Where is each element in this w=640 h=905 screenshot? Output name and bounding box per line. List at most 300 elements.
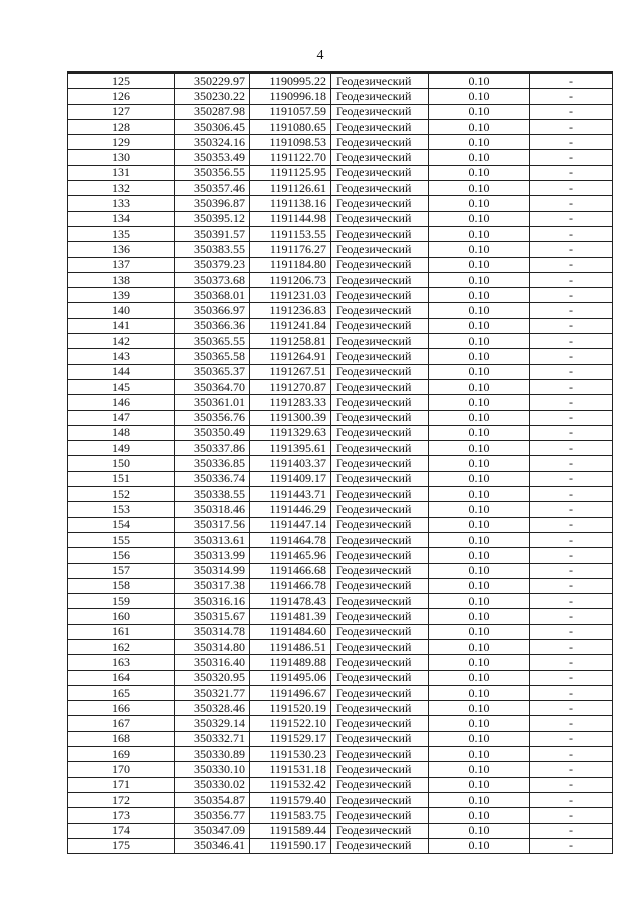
accuracy-cell: 0.10 <box>429 685 530 700</box>
point-number-cell: 154 <box>68 517 175 532</box>
method-cell: Геодезический <box>331 731 429 746</box>
y-coordinate-cell: 1191520.19 <box>250 701 331 716</box>
note-cell: - <box>530 410 613 425</box>
y-coordinate-cell: 1191403.37 <box>250 456 331 471</box>
x-coordinate-cell: 350306.45 <box>175 119 250 134</box>
note-cell: - <box>530 379 613 394</box>
accuracy-cell: 0.10 <box>429 532 530 547</box>
x-coordinate-cell: 350350.49 <box>175 425 250 440</box>
method-cell: Геодезический <box>331 578 429 593</box>
note-cell: - <box>530 257 613 272</box>
note-cell: - <box>530 196 613 211</box>
accuracy-cell: 0.10 <box>429 89 530 104</box>
method-cell: Геодезический <box>331 288 429 303</box>
method-cell: Геодезический <box>331 502 429 517</box>
coordinates-table <box>67 73 613 854</box>
x-coordinate-cell: 350354.87 <box>175 792 250 807</box>
point-number-cell: 150 <box>68 456 175 471</box>
y-coordinate-cell: 1191589.44 <box>250 823 331 838</box>
note-cell: - <box>530 303 613 318</box>
table-row <box>68 701 613 716</box>
method-cell: Геодезический <box>331 257 429 272</box>
method-cell: Геодезический <box>331 135 429 150</box>
table-row <box>68 318 613 333</box>
table-row <box>68 334 613 349</box>
table-row <box>68 808 613 823</box>
x-coordinate-cell: 350338.55 <box>175 487 250 502</box>
point-number-cell: 170 <box>68 762 175 777</box>
note-cell: - <box>530 74 613 89</box>
table-row <box>68 150 613 165</box>
point-number-cell: 145 <box>68 379 175 394</box>
y-coordinate-cell: 1191583.75 <box>250 808 331 823</box>
note-cell: - <box>530 609 613 624</box>
x-coordinate-cell: 350229.97 <box>175 74 250 89</box>
note-cell: - <box>530 502 613 517</box>
method-cell: Геодезический <box>331 716 429 731</box>
note-cell: - <box>530 716 613 731</box>
note-cell: - <box>530 762 613 777</box>
accuracy-cell: 0.10 <box>429 517 530 532</box>
x-coordinate-cell: 350365.58 <box>175 349 250 364</box>
method-cell: Геодезический <box>331 196 429 211</box>
table-row <box>68 639 613 654</box>
table-row <box>68 487 613 502</box>
y-coordinate-cell: 1191395.61 <box>250 441 331 456</box>
accuracy-cell: 0.10 <box>429 364 530 379</box>
method-cell: Геодезический <box>331 364 429 379</box>
note-cell: - <box>530 548 613 563</box>
x-coordinate-cell: 350365.37 <box>175 364 250 379</box>
table-row <box>68 181 613 196</box>
x-coordinate-cell: 350383.55 <box>175 242 250 257</box>
point-number-cell: 129 <box>68 135 175 150</box>
note-cell: - <box>530 655 613 670</box>
accuracy-cell: 0.10 <box>429 303 530 318</box>
table-row <box>68 762 613 777</box>
accuracy-cell: 0.10 <box>429 701 530 716</box>
accuracy-cell: 0.10 <box>429 487 530 502</box>
point-number-cell: 155 <box>68 532 175 547</box>
x-coordinate-cell: 350332.71 <box>175 731 250 746</box>
method-cell: Геодезический <box>331 242 429 257</box>
table-row <box>68 288 613 303</box>
method-cell: Геодезический <box>331 334 429 349</box>
table-row <box>68 89 613 104</box>
y-coordinate-cell: 1191464.78 <box>250 532 331 547</box>
point-number-cell: 159 <box>68 594 175 609</box>
y-coordinate-cell: 1191184.80 <box>250 257 331 272</box>
note-cell: - <box>530 701 613 716</box>
x-coordinate-cell: 350373.68 <box>175 272 250 287</box>
x-coordinate-cell: 350329.14 <box>175 716 250 731</box>
point-number-cell: 167 <box>68 716 175 731</box>
method-cell: Геодезический <box>331 532 429 547</box>
accuracy-cell: 0.10 <box>429 471 530 486</box>
method-cell: Геодезический <box>331 211 429 226</box>
y-coordinate-cell: 1191489.88 <box>250 655 331 670</box>
note-cell: - <box>530 211 613 226</box>
y-coordinate-cell: 1191532.42 <box>250 777 331 792</box>
table-row <box>68 272 613 287</box>
accuracy-cell: 0.10 <box>429 150 530 165</box>
x-coordinate-cell: 350356.55 <box>175 165 250 180</box>
point-number-cell: 152 <box>68 487 175 502</box>
note-cell: - <box>530 135 613 150</box>
table-row <box>68 165 613 180</box>
accuracy-cell: 0.10 <box>429 747 530 762</box>
accuracy-cell: 0.10 <box>429 594 530 609</box>
method-cell: Геодезический <box>331 747 429 762</box>
table-row <box>68 609 613 624</box>
table-row <box>68 456 613 471</box>
method-cell: Геодезический <box>331 609 429 624</box>
x-coordinate-cell: 350318.46 <box>175 502 250 517</box>
note-cell: - <box>530 594 613 609</box>
table-row <box>68 211 613 226</box>
x-coordinate-cell: 350346.41 <box>175 838 250 853</box>
method-cell: Геодезический <box>331 639 429 654</box>
note-cell: - <box>530 578 613 593</box>
accuracy-cell: 0.10 <box>429 288 530 303</box>
note-cell: - <box>530 349 613 364</box>
note-cell: - <box>530 226 613 241</box>
point-number-cell: 161 <box>68 624 175 639</box>
note-cell: - <box>530 364 613 379</box>
note-cell: - <box>530 731 613 746</box>
note-cell: - <box>530 119 613 134</box>
y-coordinate-cell: 1191144.98 <box>250 211 331 226</box>
accuracy-cell: 0.10 <box>429 349 530 364</box>
point-number-cell: 148 <box>68 425 175 440</box>
method-cell: Геодезический <box>331 181 429 196</box>
point-number-cell: 147 <box>68 410 175 425</box>
y-coordinate-cell: 1191258.81 <box>250 334 331 349</box>
y-coordinate-cell: 1191080.65 <box>250 119 331 134</box>
note-cell: - <box>530 395 613 410</box>
note-cell: - <box>530 471 613 486</box>
method-cell: Геодезический <box>331 226 429 241</box>
y-coordinate-cell: 1191484.60 <box>250 624 331 639</box>
accuracy-cell: 0.10 <box>429 181 530 196</box>
table-row <box>68 502 613 517</box>
note-cell: - <box>530 318 613 333</box>
accuracy-cell: 0.10 <box>429 639 530 654</box>
accuracy-cell: 0.10 <box>429 425 530 440</box>
x-coordinate-cell: 350317.38 <box>175 578 250 593</box>
table-row <box>68 257 613 272</box>
point-number-cell: 164 <box>68 670 175 685</box>
table-row <box>68 226 613 241</box>
point-number-cell: 140 <box>68 303 175 318</box>
note-cell: - <box>530 487 613 502</box>
y-coordinate-cell: 1191531.18 <box>250 762 331 777</box>
table-row <box>68 196 613 211</box>
table-row <box>68 823 613 838</box>
point-number-cell: 131 <box>68 165 175 180</box>
x-coordinate-cell: 350356.76 <box>175 410 250 425</box>
y-coordinate-cell: 1191300.39 <box>250 410 331 425</box>
table-row <box>68 624 613 639</box>
y-coordinate-cell: 1191481.39 <box>250 609 331 624</box>
point-number-cell: 136 <box>68 242 175 257</box>
table-row <box>68 747 613 762</box>
accuracy-cell: 0.10 <box>429 334 530 349</box>
y-coordinate-cell: 1191206.73 <box>250 272 331 287</box>
point-number-cell: 162 <box>68 639 175 654</box>
method-cell: Геодезический <box>331 838 429 853</box>
accuracy-cell: 0.10 <box>429 410 530 425</box>
method-cell: Геодезический <box>331 349 429 364</box>
y-coordinate-cell: 1191329.63 <box>250 425 331 440</box>
accuracy-cell: 0.10 <box>429 211 530 226</box>
y-coordinate-cell: 1191496.67 <box>250 685 331 700</box>
method-cell: Геодезический <box>331 89 429 104</box>
coordinates-table-body <box>68 74 613 854</box>
accuracy-cell: 0.10 <box>429 670 530 685</box>
point-number-cell: 153 <box>68 502 175 517</box>
table-row <box>68 578 613 593</box>
point-number-cell: 157 <box>68 563 175 578</box>
x-coordinate-cell: 350364.70 <box>175 379 250 394</box>
point-number-cell: 151 <box>68 471 175 486</box>
table-row <box>68 716 613 731</box>
method-cell: Геодезический <box>331 823 429 838</box>
y-coordinate-cell: 1191283.33 <box>250 395 331 410</box>
x-coordinate-cell: 350353.49 <box>175 150 250 165</box>
table-row <box>68 594 613 609</box>
point-number-cell: 128 <box>68 119 175 134</box>
method-cell: Геодезический <box>331 517 429 532</box>
table-row <box>68 838 613 853</box>
y-coordinate-cell: 1191125.95 <box>250 165 331 180</box>
x-coordinate-cell: 350317.56 <box>175 517 250 532</box>
x-coordinate-cell: 350316.40 <box>175 655 250 670</box>
accuracy-cell: 0.10 <box>429 104 530 119</box>
x-coordinate-cell: 350336.74 <box>175 471 250 486</box>
note-cell: - <box>530 747 613 762</box>
y-coordinate-cell: 1191486.51 <box>250 639 331 654</box>
accuracy-cell: 0.10 <box>429 196 530 211</box>
note-cell: - <box>530 334 613 349</box>
note-cell: - <box>530 456 613 471</box>
y-coordinate-cell: 1191409.17 <box>250 471 331 486</box>
method-cell: Геодезический <box>331 456 429 471</box>
x-coordinate-cell: 350336.85 <box>175 456 250 471</box>
y-coordinate-cell: 1191267.51 <box>250 364 331 379</box>
x-coordinate-cell: 350324.16 <box>175 135 250 150</box>
accuracy-cell: 0.10 <box>429 226 530 241</box>
note-cell: - <box>530 639 613 654</box>
y-coordinate-cell: 1191579.40 <box>250 792 331 807</box>
note-cell: - <box>530 181 613 196</box>
table-row <box>68 792 613 807</box>
table-row <box>68 517 613 532</box>
x-coordinate-cell: 350316.16 <box>175 594 250 609</box>
point-number-cell: 158 <box>68 578 175 593</box>
accuracy-cell: 0.10 <box>429 502 530 517</box>
method-cell: Геодезический <box>331 685 429 700</box>
table-row <box>68 441 613 456</box>
accuracy-cell: 0.10 <box>429 318 530 333</box>
point-number-cell: 156 <box>68 548 175 563</box>
point-number-cell: 141 <box>68 318 175 333</box>
note-cell: - <box>530 823 613 838</box>
table-row <box>68 379 613 394</box>
note-cell: - <box>530 425 613 440</box>
note-cell: - <box>530 563 613 578</box>
accuracy-cell: 0.10 <box>429 578 530 593</box>
table-row <box>68 670 613 685</box>
accuracy-cell: 0.10 <box>429 456 530 471</box>
accuracy-cell: 0.10 <box>429 792 530 807</box>
y-coordinate-cell: 1191446.29 <box>250 502 331 517</box>
note-cell: - <box>530 685 613 700</box>
method-cell: Геодезический <box>331 762 429 777</box>
y-coordinate-cell: 1191466.68 <box>250 563 331 578</box>
accuracy-cell: 0.10 <box>429 272 530 287</box>
point-number-cell: 144 <box>68 364 175 379</box>
note-cell: - <box>530 165 613 180</box>
accuracy-cell: 0.10 <box>429 808 530 823</box>
x-coordinate-cell: 350321.77 <box>175 685 250 700</box>
point-number-cell: 138 <box>68 272 175 287</box>
point-number-cell: 132 <box>68 181 175 196</box>
accuracy-cell: 0.10 <box>429 119 530 134</box>
table-row <box>68 135 613 150</box>
point-number-cell: 160 <box>68 609 175 624</box>
accuracy-cell: 0.10 <box>429 74 530 89</box>
x-coordinate-cell: 350328.46 <box>175 701 250 716</box>
method-cell: Геодезический <box>331 150 429 165</box>
y-coordinate-cell: 1191590.17 <box>250 838 331 853</box>
x-coordinate-cell: 350366.97 <box>175 303 250 318</box>
accuracy-cell: 0.10 <box>429 165 530 180</box>
y-coordinate-cell: 1190995.22 <box>250 74 331 89</box>
point-number-cell: 143 <box>68 349 175 364</box>
x-coordinate-cell: 350366.36 <box>175 318 250 333</box>
y-coordinate-cell: 1191529.17 <box>250 731 331 746</box>
x-coordinate-cell: 350313.99 <box>175 548 250 563</box>
point-number-cell: 163 <box>68 655 175 670</box>
x-coordinate-cell: 350361.01 <box>175 395 250 410</box>
point-number-cell: 130 <box>68 150 175 165</box>
x-coordinate-cell: 350368.01 <box>175 288 250 303</box>
point-number-cell: 127 <box>68 104 175 119</box>
table-row <box>68 303 613 318</box>
method-cell: Геодезический <box>331 792 429 807</box>
point-number-cell: 135 <box>68 226 175 241</box>
method-cell: Геодезический <box>331 165 429 180</box>
table-row <box>68 395 613 410</box>
method-cell: Геодезический <box>331 74 429 89</box>
accuracy-cell: 0.10 <box>429 716 530 731</box>
point-number-cell: 125 <box>68 74 175 89</box>
x-coordinate-cell: 350356.77 <box>175 808 250 823</box>
point-number-cell: 165 <box>68 685 175 700</box>
method-cell: Геодезический <box>331 777 429 792</box>
table-row <box>68 563 613 578</box>
note-cell: - <box>530 104 613 119</box>
method-cell: Геодезический <box>331 303 429 318</box>
table-row <box>68 349 613 364</box>
accuracy-cell: 0.10 <box>429 823 530 838</box>
y-coordinate-cell: 1191478.43 <box>250 594 331 609</box>
method-cell: Геодезический <box>331 624 429 639</box>
method-cell: Геодезический <box>331 395 429 410</box>
x-coordinate-cell: 350315.67 <box>175 609 250 624</box>
point-number-cell: 169 <box>68 747 175 762</box>
note-cell: - <box>530 288 613 303</box>
note-cell: - <box>530 624 613 639</box>
y-coordinate-cell: 1191057.59 <box>250 104 331 119</box>
method-cell: Геодезический <box>331 410 429 425</box>
y-coordinate-cell: 1190996.18 <box>250 89 331 104</box>
y-coordinate-cell: 1191264.91 <box>250 349 331 364</box>
y-coordinate-cell: 1191447.14 <box>250 517 331 532</box>
x-coordinate-cell: 350313.61 <box>175 532 250 547</box>
y-coordinate-cell: 1191241.84 <box>250 318 331 333</box>
method-cell: Геодезический <box>331 379 429 394</box>
accuracy-cell: 0.10 <box>429 242 530 257</box>
accuracy-cell: 0.10 <box>429 379 530 394</box>
x-coordinate-cell: 350357.46 <box>175 181 250 196</box>
point-number-cell: 172 <box>68 792 175 807</box>
method-cell: Геодезический <box>331 272 429 287</box>
table-row <box>68 119 613 134</box>
x-coordinate-cell: 350287.98 <box>175 104 250 119</box>
point-number-cell: 137 <box>68 257 175 272</box>
note-cell: - <box>530 777 613 792</box>
x-coordinate-cell: 350337.86 <box>175 441 250 456</box>
y-coordinate-cell: 1191098.53 <box>250 135 331 150</box>
table-row <box>68 731 613 746</box>
accuracy-cell: 0.10 <box>429 655 530 670</box>
y-coordinate-cell: 1191465.96 <box>250 548 331 563</box>
method-cell: Геодезический <box>331 119 429 134</box>
accuracy-cell: 0.10 <box>429 838 530 853</box>
y-coordinate-cell: 1191122.70 <box>250 150 331 165</box>
x-coordinate-cell: 350320.95 <box>175 670 250 685</box>
table-row <box>68 777 613 792</box>
accuracy-cell: 0.10 <box>429 257 530 272</box>
method-cell: Геодезический <box>331 471 429 486</box>
accuracy-cell: 0.10 <box>429 548 530 563</box>
method-cell: Геодезический <box>331 104 429 119</box>
y-coordinate-cell: 1191138.16 <box>250 196 331 211</box>
table-row <box>68 685 613 700</box>
method-cell: Геодезический <box>331 425 429 440</box>
table-row <box>68 532 613 547</box>
table-row <box>68 471 613 486</box>
x-coordinate-cell: 350391.57 <box>175 226 250 241</box>
table-row <box>68 655 613 670</box>
note-cell: - <box>530 838 613 853</box>
y-coordinate-cell: 1191236.83 <box>250 303 331 318</box>
note-cell: - <box>530 441 613 456</box>
x-coordinate-cell: 350396.87 <box>175 196 250 211</box>
table-row <box>68 548 613 563</box>
x-coordinate-cell: 350330.10 <box>175 762 250 777</box>
point-number-cell: 166 <box>68 701 175 716</box>
method-cell: Геодезический <box>331 808 429 823</box>
y-coordinate-cell: 1191522.10 <box>250 716 331 731</box>
y-coordinate-cell: 1191231.03 <box>250 288 331 303</box>
table-row <box>68 364 613 379</box>
y-coordinate-cell: 1191495.06 <box>250 670 331 685</box>
point-number-cell: 173 <box>68 808 175 823</box>
x-coordinate-cell: 350314.78 <box>175 624 250 639</box>
